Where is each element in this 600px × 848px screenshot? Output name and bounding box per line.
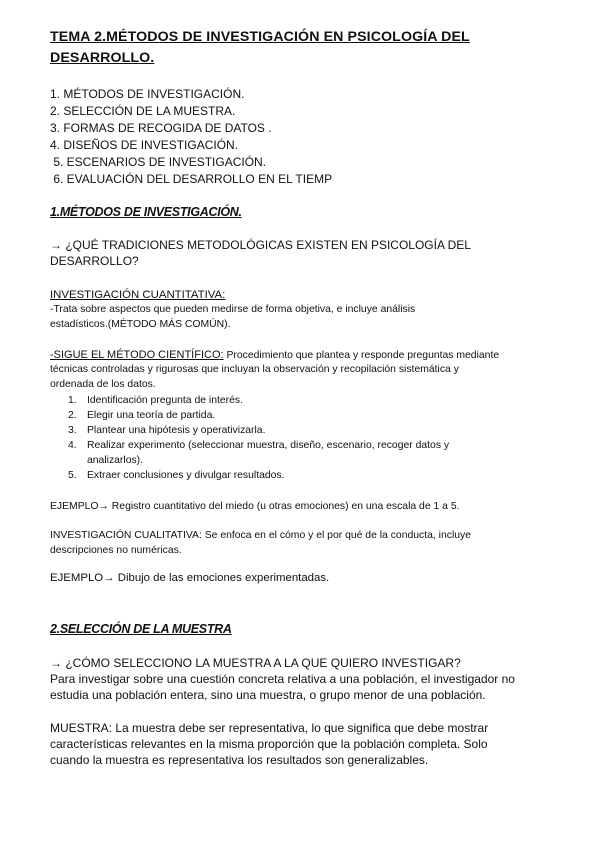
sample-definition-line-1: MUESTRA: La muestra debe ser representativa, lo que significa que debe mostrar: [50, 721, 489, 735]
section-2-heading: 2.SELECCIÓN DE LA MUESTRA: [50, 622, 232, 636]
quantitative-heading: INVESTIGACIÓN CUANTITATIVA:: [50, 289, 226, 301]
scientific-method-steps: [68, 393, 449, 483]
example-qualitative: EJEMPLO→ Dibujo de las emociones experimentadas.: [50, 572, 330, 584]
toc-item: 4. DISEÑOS DE INVESTIGACIÓN.: [50, 138, 239, 152]
section-1-question-line-2: DESARROLLO?: [50, 254, 139, 268]
example-quantitative: EJEMPLO→ Registro cuantitativo del miedo (u otras emociones) en una escala de 1 a 5.: [50, 501, 460, 512]
scientific-method-line-1: [50, 349, 499, 361]
toc-item: 6. EVALUACIÓN DEL DESARROLLO EN EL TIEMP: [50, 172, 333, 186]
section-2-question: → ¿CÓMO SELECCIONO LA MUESTRA A LA QUE QUIERO INVESTIGAR?: [50, 656, 461, 670]
section-1-question-line-1: → ¿QUÉ TRADICIONES METODOLÓGICAS EXISTEN EN PSICOLOGÍA DEL: [50, 238, 471, 252]
section-1-heading: 1.MÉTODOS DE INVESTIGACIÓN.: [50, 205, 242, 219]
document-title-line-2: DESARROLLO.: [50, 50, 155, 66]
sample-definition-line-3: cuando la muestra es representativa los resultados son generalizables.: [50, 753, 429, 767]
document-title-line-1: TEMA 2.MÉTODOS DE INVESTIGACIÓN EN PSICOLOGÍA DEL: [50, 29, 470, 45]
qualitative-line-1: INVESTIGACIÓN CUALITATIVA: Se enfoca en el cómo y el por qué de la conducta, incluye: [50, 530, 472, 541]
scientific-method-text: Procedimiento que plantea y responde preguntas mediante: [223, 350, 500, 361]
toc-item: 2. SELECCIÓN DE LA MUESTRA.: [50, 104, 236, 118]
list-item: 4. Realizar experimento (seleccionar muestra, diseño, escenario, recoger datos y analizarlos).: [68, 440, 450, 466]
scientific-method-line-3: ordenada de los datos.: [50, 379, 156, 390]
scientific-method-line-2: técnicas controladas y rigurosas que incluyan la observación y recopilación sistemática y: [50, 364, 459, 375]
quantitative-text-line-1: -Trata sobre aspectos que pueden medirse de forma objetiva, e incluye análisis: [50, 304, 416, 315]
toc-item: 3. FORMAS DE RECOGIDA DE DATOS .: [50, 121, 272, 135]
qualitative-line-2: descripciones no numéricas.: [50, 545, 182, 556]
scientific-method-label: -SIGUE EL MÉTODO CIENTÍFICO:: [50, 349, 224, 361]
list-item: 1. Identificación pregunta de interés.: [68, 395, 243, 406]
list-item: 5. Extraer conclusiones y divulgar resultados.: [68, 470, 285, 481]
sample-definition-line-2: características relevantes en la misma proporción que la población completa. Solo: [50, 737, 488, 751]
toc-item: 5. ESCENARIOS DE INVESTIGACIÓN.: [50, 155, 267, 169]
quantitative-text-line-2: estadísticos.(MÉTODO MÁS COMÚN).: [50, 319, 231, 330]
section-2-paragraph-1-line-2: estudia una población entera, sino una muestra, o grupo menor de una población.: [50, 688, 486, 702]
toc-item: 1. MÉTODOS DE INVESTIGACIÓN.: [50, 87, 245, 101]
list-item: 3. Plantear una hipótesis y operativizarla.: [68, 425, 266, 436]
section-2-paragraph-1-line-1: Para investigar sobre una cuestión concreta relativa a una población, el investigador no: [50, 672, 515, 686]
list-item: 2. Elegir una teoría de partida.: [68, 410, 216, 421]
